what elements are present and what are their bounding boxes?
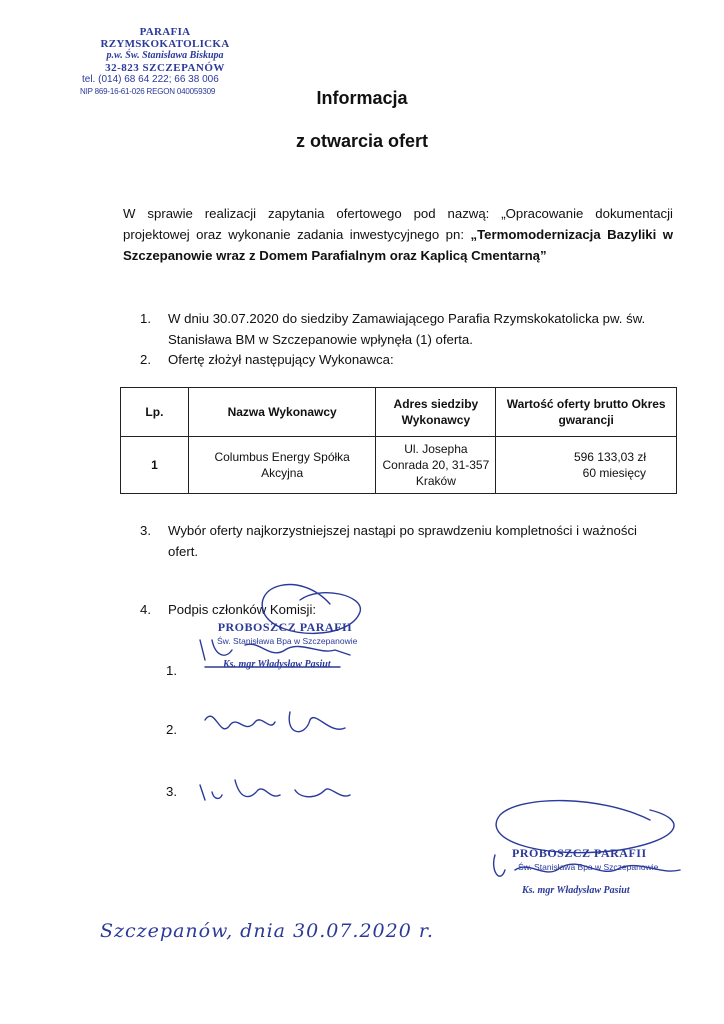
pastor-stamp-title: PROBOSZCZ PARAFII [512,846,647,860]
list-item-text: Ofertę złożył następujący Wykonawca: [168,352,394,367]
column-header-lp: Lp. [121,388,189,437]
list-item-text: W dniu 30.07.2020 do siedziby Zamawiającego Parafia Rzymskokatolicka pw. św. Stanisława BM w Szczepanowie wpłynęła (1) oferta. [168,311,646,347]
list-item-number: 1. [140,311,151,326]
document-subtitle: z otwarcia ofert [295,131,429,151]
pastor-stamp-bottom [512,846,682,898]
pastor-stamp-parish: Św. Stanisława Bpa w Szczepanowie [217,636,358,646]
pastor-stamp-title: PROBOSZCZ PARAFII [217,620,353,634]
list-item-number: 3. [140,523,151,538]
signature-2-strokes [205,712,345,732]
stamp-phone: tel. (014) 68 64 222; 66 38 006 [82,74,219,85]
cell-offer-value [496,437,677,494]
table-header-row [121,388,677,437]
column-header-contractor-address: Adres siedziby Wykonawcy [376,388,496,437]
signature-number-3: 3. [166,784,177,799]
column-header-offer-value: Wartość oferty brutto Okres gwarancji [496,388,677,437]
document-title: Informacja [316,88,408,108]
list-item-number: 2. [140,352,151,367]
pastor-stamp-parish: Św. Stanisława Bpa w Szczepanowie [518,862,659,872]
warranty-period: 60 miesięcy [582,466,646,480]
pastor-stamp [205,620,365,672]
pastor-stamp-name: Ks. mgr Władysław Pasiut [522,885,630,896]
table-row [121,437,677,494]
signature-loop-2 [496,801,674,853]
list-item-text: Wybór oferty najkorzystniejszej nastąpi po sprawdzeniu kompletności i ważności ofert. [168,523,637,559]
offer-value: 596 133,03 zł [573,450,646,464]
signature-number-1: 1. [166,663,177,678]
stamp-parish-name: PARAFIA RZYMSKOKATOLICKA [100,26,230,50]
intro-project-name: „Termomodernizacja Bazyliki w Szczepanowie wraz z Domem Parafialnym oraz Kaplicą Cmentarną” [123,227,674,263]
cell-contractor-name: Columbus Energy Spółka Akcyjna [188,437,376,494]
offers-table [120,387,677,494]
stamp-nip-regon: NIP 869-16-61-026 REGON 040059309 [80,87,216,96]
intro-text: W sprawie realizacji zapytania ofertowego pod nazwą: „Opracowanie dokumentacji projektowej oraz wykonanie zadania inwestycyjnego pn: [123,206,673,242]
list-item-number: 4. [140,602,151,617]
stamp-parish-patron: p.w. Św. Stanisława Biskupa [106,50,224,61]
cell-contractor-address: Ul. Josepha Conrada 20, 31-357 Kraków [376,437,496,494]
column-header-contractor-name: Nazwa Wykonawcy [188,388,376,437]
cell-lp: 1 [121,437,189,494]
handwritten-date: Szczepanów, dnia 30.07.2020 r. [100,920,434,942]
stamp-postal-address: 32-823 SZCZEPANÓW [105,62,225,74]
list-item-text: Podpis członków Komisji: [168,602,317,617]
signature-3-strokes [200,780,350,800]
pastor-stamp-name: Ks. mgr Władysław Pasiut [223,659,331,670]
intro-paragraph [123,203,673,266]
signature-number-2: 2. [166,722,177,737]
